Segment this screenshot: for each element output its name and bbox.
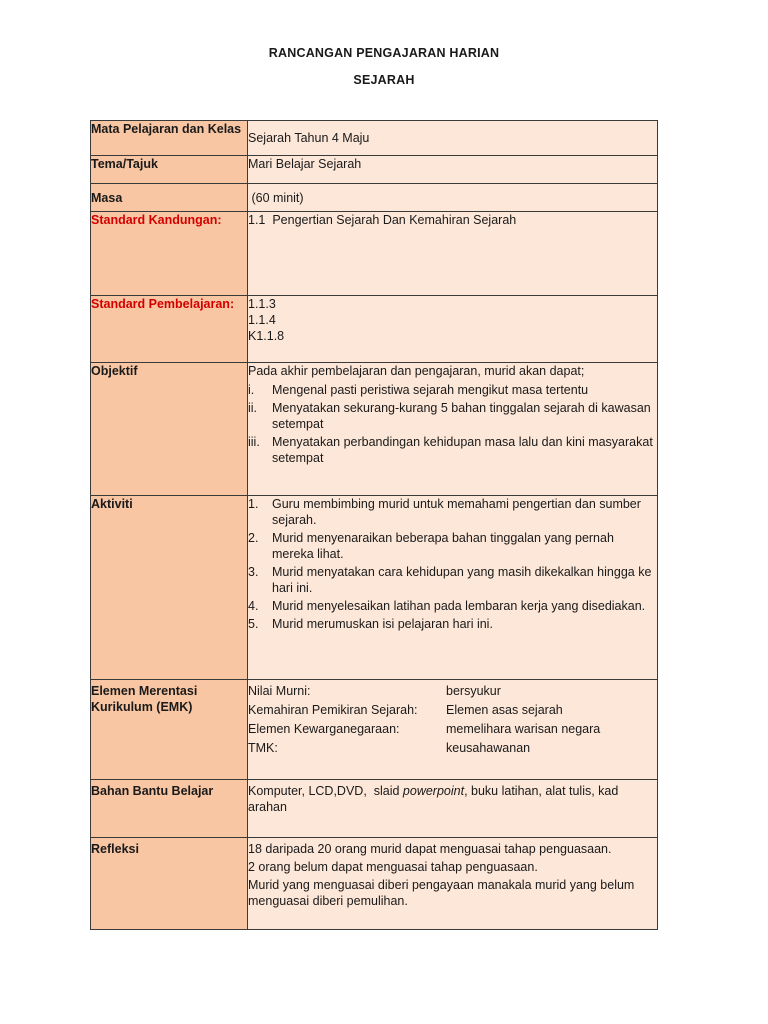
document-title: RANCANGAN PENGAJARAN HARIAN (268, 46, 500, 60)
row-label-emk: Elemen Merentasi Kurikulum (EMK) (91, 680, 248, 780)
table-row (91, 121, 658, 156)
row-label-mata-pelajaran: Mata Pelajaran dan Kelas (91, 121, 248, 156)
row-value-refleksi (248, 838, 658, 930)
list-item: 3. Murid menyatakan cara kehidupan yang masih dikekalkan hingga ke hari ini. (248, 565, 652, 595)
list-item: i. Mengenal pasti peristiwa sejarah mengikut masa tertentu (248, 383, 589, 397)
table-row (91, 838, 658, 930)
italic-term: powerpoint (402, 784, 465, 798)
objektif-list (248, 382, 657, 466)
table-row (91, 156, 658, 184)
lesson-plan-table (90, 120, 658, 930)
row-value-tema: Mari Belajar Sejarah (248, 156, 658, 184)
document-subtitle: SEJARAH (353, 73, 415, 87)
table-row (91, 296, 658, 363)
list-item: iii. Menyatakan perbandingan kehidupan masa lalu dan kini masyarakat setempat (248, 435, 653, 465)
row-value-standard-pembelajaran (248, 296, 658, 363)
row-label-tema: Tema/Tajuk (91, 156, 248, 184)
row-value-objektif (248, 363, 658, 496)
standard-code: 1.1.3 (248, 297, 276, 311)
row-value-standard-kandungan: 1.1 Pengertian Sejarah Dan Kemahiran Sejarah (248, 212, 658, 296)
emk-key: Kemahiran Pemikiran Sejarah: (248, 703, 418, 717)
emk-value: bersyukur (446, 684, 501, 698)
row-value-bahan-bantu: Komputer, LCD,DVD, slaid powerpoint, buku latihan, alat tulis, kad arahan (248, 780, 658, 838)
refleksi-line: Murid yang menguasai diberi pengayaan manakala murid yang belum menguasai diberi pemulihan. (248, 878, 635, 908)
list-item: 2. Murid menyenaraikan beberapa bahan tinggalan yang pernah mereka lihat. (248, 531, 614, 561)
emk-key: Elemen Kewarganegaraan: (248, 722, 400, 736)
row-value-aktiviti (248, 496, 658, 680)
table-row (91, 680, 658, 780)
table-row (91, 363, 658, 496)
standard-code: K1.1.8 (248, 329, 285, 343)
list-item: 1. Guru membimbing murid untuk memahami pengertian dan sumber sejarah. (248, 497, 641, 527)
list-item: ii. Menyatakan sekurang-kurang 5 bahan tinggalan sejarah di kawasan setempat (248, 401, 651, 431)
table-row (91, 184, 658, 212)
table-row (91, 496, 658, 680)
list-item: 5. Murid merumuskan isi pelajaran hari ini. (248, 617, 493, 631)
row-label-aktiviti: Aktiviti (91, 496, 248, 680)
objektif-intro: Pada akhir pembelajaran dan pengajaran, murid akan dapat; (248, 364, 585, 378)
emk-value: keusahawanan (446, 741, 531, 755)
row-label-refleksi: Refleksi (91, 838, 248, 930)
refleksi-line: 18 daripada 20 orang murid dapat menguasai tahap penguasaan. (248, 842, 612, 856)
emk-key: TMK: (248, 741, 278, 755)
row-label-standard-pembelajaran: Standard Pembelajaran: (91, 296, 248, 363)
row-value-emk (248, 680, 658, 780)
aktiviti-list (248, 496, 657, 632)
table-row (91, 212, 658, 296)
row-value-masa: (60 minit) (248, 184, 658, 212)
emk-key: Nilai Murni: (248, 684, 311, 698)
row-value-mata-pelajaran: Sejarah Tahun 4 Maju (248, 121, 658, 156)
refleksi-line: 2 orang belum dapat menguasai tahap penguasaan. (248, 860, 538, 874)
row-label-masa: Masa (91, 184, 248, 212)
table-row (91, 780, 658, 838)
list-item: 4. Murid menyelesaikan latihan pada lembaran kerja yang disediakan. (248, 599, 646, 613)
emk-value: memelihara warisan negara (446, 722, 601, 736)
emk-value: Elemen asas sejarah (446, 703, 563, 717)
row-label-bahan-bantu: Bahan Bantu Belajar (91, 780, 248, 838)
row-label-standard-kandungan: Standard Kandungan: (91, 212, 248, 296)
standard-code: 1.1.4 (248, 313, 276, 327)
row-label-objektif: Objektif (91, 363, 248, 496)
